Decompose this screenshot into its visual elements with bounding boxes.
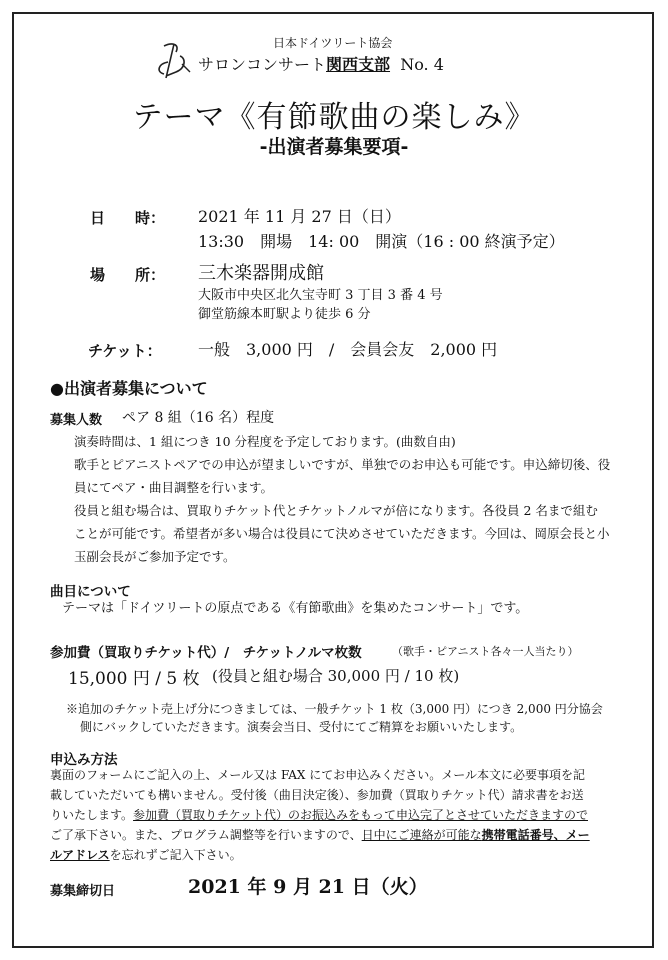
recruit-paragraph-2a: 歌手とピアニストペアでの申込が望ましいですが、単独でのお申込も可能です。申込締切後、役 [74, 457, 611, 472]
ticket-value: 一般 3,000 円 / 会員会友 2,000 円 [198, 340, 498, 359]
fee-extra-2: 側にバックしていただきます。演奏会当日、受付にてご精算をお願いいたします。 [80, 720, 523, 734]
association-logo [150, 38, 194, 82]
apply-line-5 [50, 844, 242, 866]
place-address: 大阪市中央区北久宝寺町 3 丁目 3 番 4 号 [198, 288, 443, 303]
recruit-paragraph-2b: 員にてペア・曲目調整を行います。 [74, 480, 274, 495]
place-name: 三木楽器開成館 [198, 263, 324, 284]
apply-daytime-note: 日中にご連絡が可能な [361, 828, 482, 842]
place-access: 御堂筋線本町駅より徒歩 6 分 [198, 307, 371, 322]
place-label: 場 所： [90, 266, 166, 284]
concert-number: No. 4 [400, 55, 444, 74]
concert-theme: テーマ《有節歌曲の楽しみ》 [132, 100, 536, 135]
recruit-paragraph-1: 演奏時間は、1 組につき 10 分程度を予定しております。(曲数自由) [74, 434, 456, 449]
time-value: 13:30 開場 14: 00 開演（16 : 00 終演予定） [198, 232, 565, 251]
date-label: 日 時： [90, 209, 166, 227]
salon-label: サロンコンサート [198, 55, 327, 74]
recruit-paragraph-3a: 役員と組む場合は、買取りチケット代とチケットノルマが倍になります。各役員 2 名まで組む [74, 503, 598, 518]
apply-line-3-text: りいたします。 [50, 808, 134, 822]
program-heading: 曲目について [50, 584, 131, 600]
ticket-label: チケット： [88, 342, 162, 360]
apply-line-5-text: を忘れずご記入下さい。 [109, 848, 242, 862]
apply-heading: 申込み方法 [50, 752, 118, 768]
fee-note: （歌手・ピアニスト各々一人当たり） [392, 645, 579, 658]
concert-subtitle [198, 52, 444, 75]
deadline-label: 募集締切日 [50, 884, 116, 899]
program-text: テーマは「ドイツリートの原点である《有節歌曲》を集めたコンサート」です。 [62, 601, 529, 616]
fee-heading: 参加費（買取りチケット代）/ チケットノルマ枚数 [50, 645, 362, 661]
association-name: 日本ドイツリート協会 [273, 36, 393, 50]
date-value: 2021 年 11 月 27 日（日） [198, 207, 401, 226]
apply-line-3 [50, 804, 588, 826]
apply-line-2: 載していただいても構いません。受付後（曲目決定後）、参加費（買取りチケット代）請求書をお送 [50, 788, 584, 802]
apply-phone-note: 携帯電話番号、メー [481, 828, 590, 842]
recruit-title: -出演者募集要項- [259, 136, 409, 158]
fee-officer: (役員と組む場合 30,000 円 / 10 枚) [212, 667, 460, 685]
apply-line-1: 裏面のフォームにご記入の上、メール又は FAX にてお申込みください。メール本文に必要事項を記 [50, 768, 586, 782]
apply-line-4-text: ご了承下さい。また、プログラム調整等を行いますので、 [50, 828, 362, 842]
apply-payment-note: 参加費（買取りチケット代）のお振込みをもって申込完了とさせていただきますので [133, 808, 588, 822]
branch-name: 関西支部 [326, 55, 391, 74]
deadline-value: 2021 年 9 月 21 日（火） [188, 876, 428, 898]
count-value: ペア 8 組（16 名）程度 [122, 410, 275, 426]
apply-line-4 [50, 824, 590, 846]
count-label: 募集人数 [50, 413, 103, 428]
fee-amount: 15,000 円 / 5 枚 [68, 669, 200, 689]
recruit-heading: ●出演者募集について [50, 379, 208, 398]
fee-extra-1: ※追加のチケット売上げ分につきましては、一般チケット 1 枚（3,000 円）につき 2,000 円分協会 [66, 702, 603, 716]
recruit-paragraph-3c: 玉副会長がご参加予定です。 [74, 549, 236, 564]
recruit-paragraph-3b: ことが可能です。希望者が多い場合は役員にて決めさせていただきます。今回は、岡原会長と小 [74, 526, 610, 541]
apply-email-note: ルアドレス [50, 848, 110, 862]
